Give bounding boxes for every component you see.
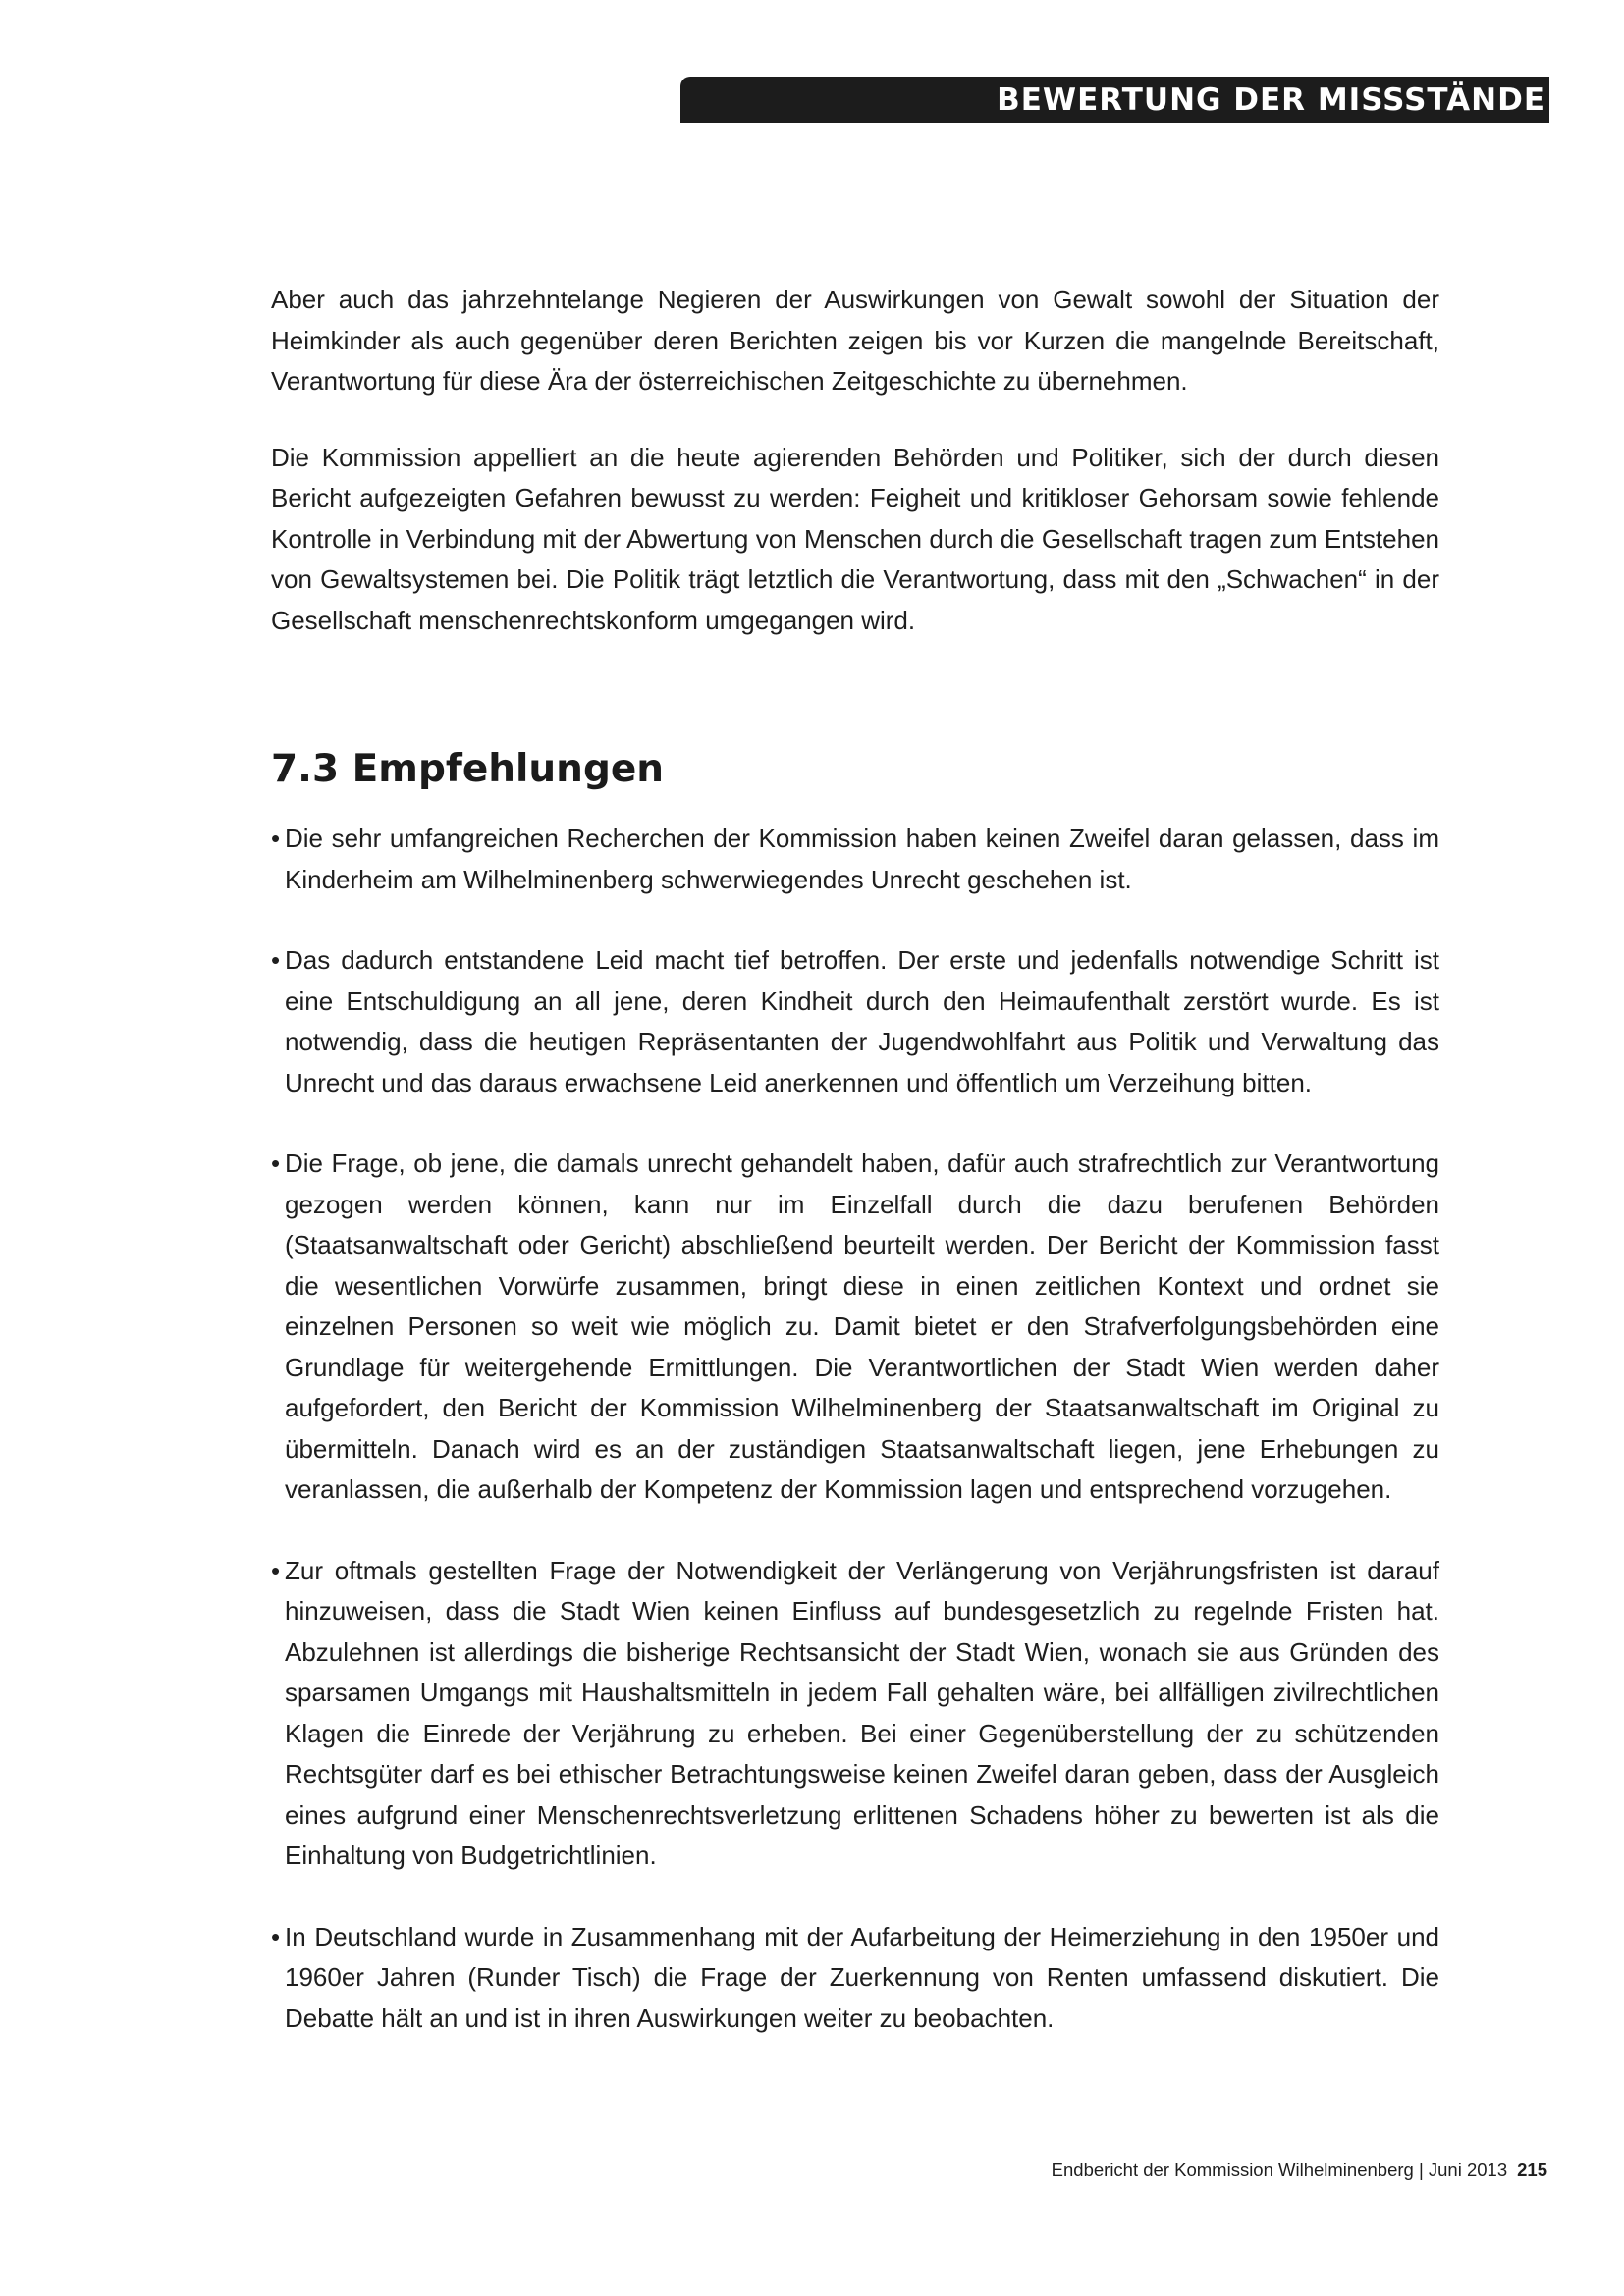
list-item (271, 940, 1439, 1103)
footer-text: Endbericht der Kommission Wilhelminenberg | Juni 2013 (1051, 2160, 1508, 2180)
section-heading: 7.3 Empfehlungen (271, 747, 665, 791)
recommendations-list (271, 819, 1439, 2039)
list-item (271, 819, 1439, 900)
running-header-bar (680, 77, 1549, 123)
bullet-icon: • (271, 945, 281, 975)
list-item-text: Zur oftmals gestellten Frage der Notwendigkeit der Verlängerung von Verjährungsfristen ist darauf hinzuweisen, dass die Stadt Wien keinen Einfluss auf bundesgesetzlich zu regelnde Fristen hat. Abzulehnen ist allerdings die bisherige Rechtsansicht der Stadt Wien, wonach sie aus Gründen des sparsamen Umgangs mit Haushaltsmitteln in jedem Fall gehalten wäre, bei allfälligen zivilrechtlichen Klagen die Einrede der Verjährung zu erheben. Bei einer Gegenüberstellung der zu schützenden Rechtsgüter darf es bei ethischer Betrachtungsweise keinen Zweifel daran geben, dass der Ausgleich eines aufgrund einer Menschenrechtsverletzung erlittenen Schadens höher zu bewerten ist als die Einhaltung von Budgetrichtlinien. (285, 1555, 1439, 1870)
body-paragraph: Aber auch das jahrzehntelange Negieren der Auswirkungen von Gewalt sowohl der Situation der Heimkinder als auch gegenüber deren Berichten zeigen bis vor Kurzen die mangelnde Bereitschaft, Verantwortung für diese Ära der österreichischen Zeitgeschichte zu übernehmen. (271, 285, 1439, 396)
list-item-text: Die sehr umfangreichen Recherchen der Kommission haben keinen Zweifel daran gelassen, dass im Kinderheim am Wilhelminenberg schwerwiegendes Unrecht geschehen ist. (285, 824, 1439, 894)
list-item (271, 1144, 1439, 1511)
page-footer (1052, 2160, 1547, 2181)
page-number: 215 (1517, 2160, 1547, 2180)
running-header-title: BEWERTUNG DER MISSSTÄNDE (997, 82, 1545, 118)
bullet-icon: • (271, 1921, 281, 1951)
bullet-icon: • (271, 824, 281, 853)
list-item-text: Das dadurch entstandene Leid macht tief betroffen. Der erste und jedenfalls notwendige Schritt ist eine Entschuldigung an all jene, deren Kindheit durch den Heimaufenthalt zerstört wurde. Es ist notwendig, dass die heutigen Repräsentanten der Jugendwohlfahrt aus Politik und Verwaltung das Unrecht und das daraus erwachsene Leid anerkennen und öffentlich um Verzeihung bitten. (285, 945, 1439, 1097)
list-item-text: In Deutschland wurde in Zusammenhang mit der Aufarbeitung der Heimerziehung in den 1950er und 1960er Jahren (Runder Tisch) die Frage der Zuerkennung von Renten umfassend diskutiert. Die Debatte hält an und ist in ihren Auswirkungen weiter zu beobachten. (285, 1921, 1439, 2033)
page-content (271, 280, 1439, 2079)
list-item-text: Die Frage, ob jene, die damals unrecht gehandelt haben, dafür auch strafrechtlich zur Verantwortung gezogen werden können, kann nur im Einzelfall durch die dazu berufenen Behörden (Staatsanwaltschaft oder Gericht) abschließend beurteilt werden. Der Bericht der Kommission fasst die wesentlichen Vorwürfe zusammen, bringt diese in einen zeitlichen Kontext und ordnet sie einzelnen Personen so weit wie möglich zu. Damit bietet er den Strafverfolgungsbehörden eine Grundlage für weitergehende Ermittlungen. Die Verantwortlichen der Stadt Wien werden daher aufgefordert, den Bericht der Kommission Wilhelminenberg der Staatsanwaltschaft im Original zu übermitteln. Danach wird es an der zuständigen Staatsanwaltschaft liegen, jene Erhebungen zu veranlassen, die außerhalb der Kompetenz der Kommission lagen und entsprechend vorzugehen. (285, 1148, 1439, 1504)
bullet-icon: • (271, 1148, 281, 1178)
list-item (271, 1917, 1439, 2040)
bullet-icon: • (271, 1555, 281, 1585)
list-item (271, 1551, 1439, 1877)
body-paragraph: Die Kommission appelliert an die heute agierenden Behörden und Politiker, sich der durch diesen Bericht aufgezeigten Gefahren bewusst zu werden: Feigheit und kritikloser Gehorsam sowie fehlende Kontrolle in Verbindung mit der Abwertung von Menschen durch die Gesellschaft tragen zum Entstehen von Gewaltsystemen bei. Die Politik trägt letztlich die Verantwortung, dass mit den „Schwachen“ in der Gesellschaft menschenrechtskonform umgegangen wird. (271, 442, 1439, 635)
